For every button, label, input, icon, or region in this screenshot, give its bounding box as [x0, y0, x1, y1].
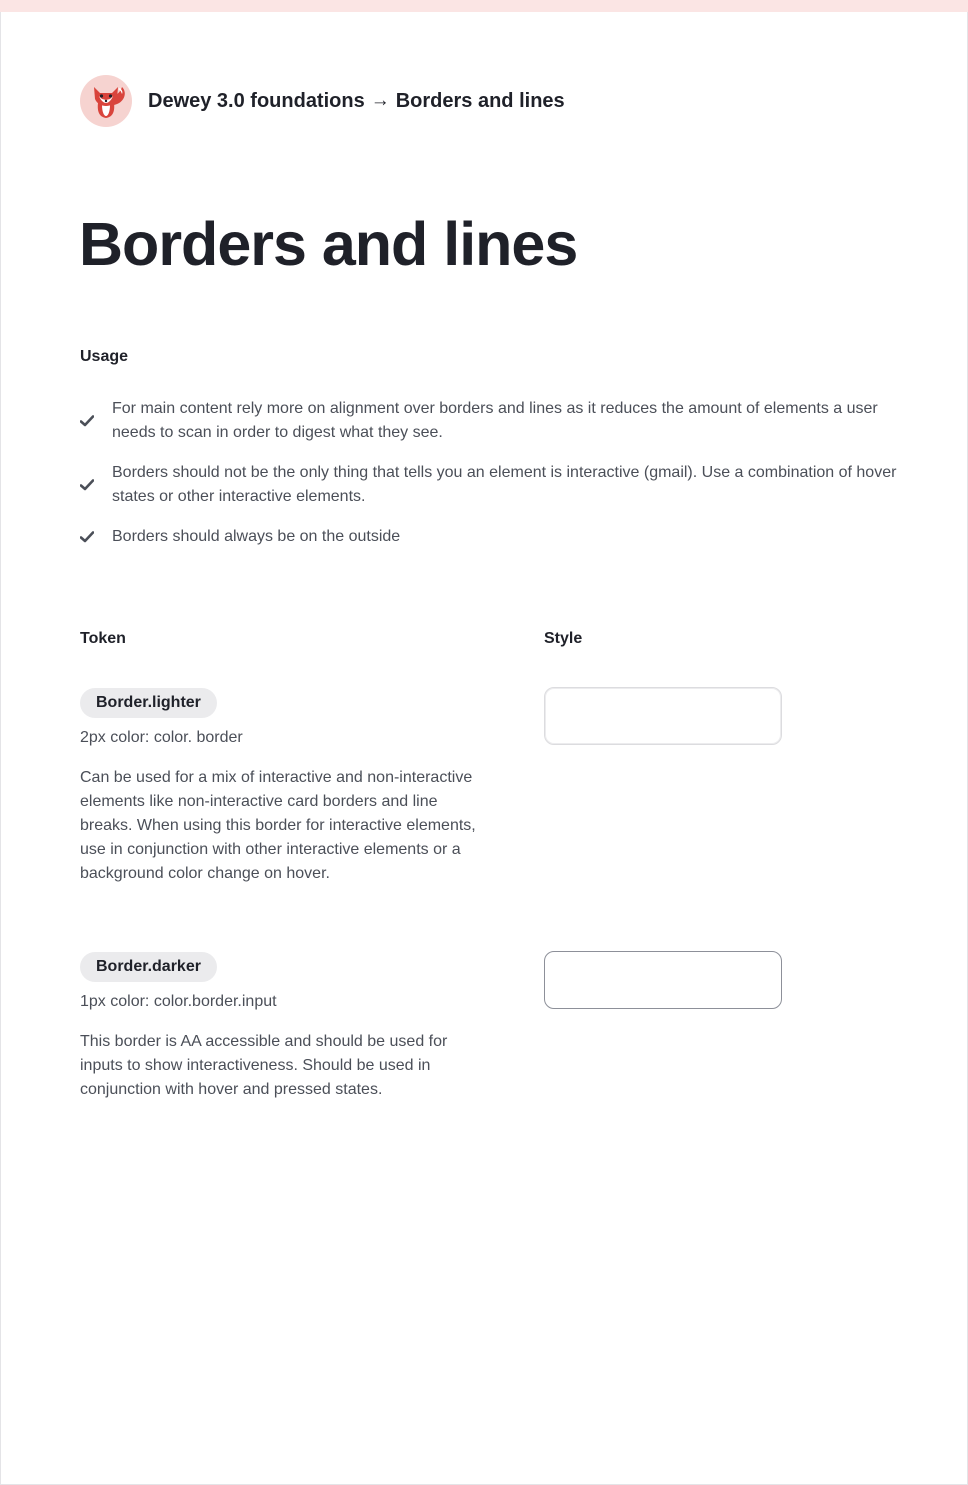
border-lighter-sample	[544, 687, 782, 745]
breadcrumb-parent[interactable]: Dewey 3.0 foundations	[148, 89, 365, 112]
style-column-header: Style	[544, 630, 583, 647]
token-description: Can be used for a mix of interactive and non-interactive elements like non-interactive card borders and line breaks. When using this border for interactive elements, use in conjunction with other interactive elements or a background color change on hover.	[80, 769, 476, 882]
check-icon	[80, 531, 96, 543]
usage-list	[80, 397, 910, 565]
fox-mascot-icon	[80, 75, 132, 127]
token-badge: Border.darker	[80, 952, 217, 982]
breadcrumb-current: Borders and lines	[395, 89, 565, 112]
token-row-darker	[80, 952, 480, 1102]
usage-heading: Usage	[80, 348, 129, 365]
token-spec: 1px color: color.border.input	[80, 993, 277, 1010]
usage-item	[80, 525, 910, 549]
page-title: Borders and lines	[79, 210, 578, 278]
token-badge: Border.lighter	[80, 688, 217, 718]
usage-item-text: Borders should always be on the outside	[112, 528, 401, 545]
token-column-header: Token	[80, 630, 126, 647]
usage-item-text: Borders should not be the only thing that tells you an element is interactive (gmail). Use a combination of hover states or other interactive elements.	[112, 464, 897, 505]
check-icon	[80, 415, 96, 427]
top-accent-bar	[0, 0, 968, 12]
usage-item	[80, 397, 910, 445]
breadcrumb	[80, 76, 565, 126]
border-darker-sample	[544, 951, 782, 1009]
breadcrumb-trail	[148, 90, 565, 113]
token-description: This border is AA accessible and should be used for inputs to show interactiveness. Should be used in conjunction with hover and pressed states.	[80, 1033, 448, 1098]
arrow-right-icon: →	[370, 90, 390, 111]
token-spec: 2px color: color. border	[80, 729, 243, 746]
token-row-lighter	[80, 688, 480, 886]
check-icon	[80, 479, 96, 491]
usage-item	[80, 461, 910, 509]
usage-item-text: For main content rely more on alignment over borders and lines as it reduces the amount of elements a user needs to scan in order to digest what they see.	[112, 400, 878, 441]
